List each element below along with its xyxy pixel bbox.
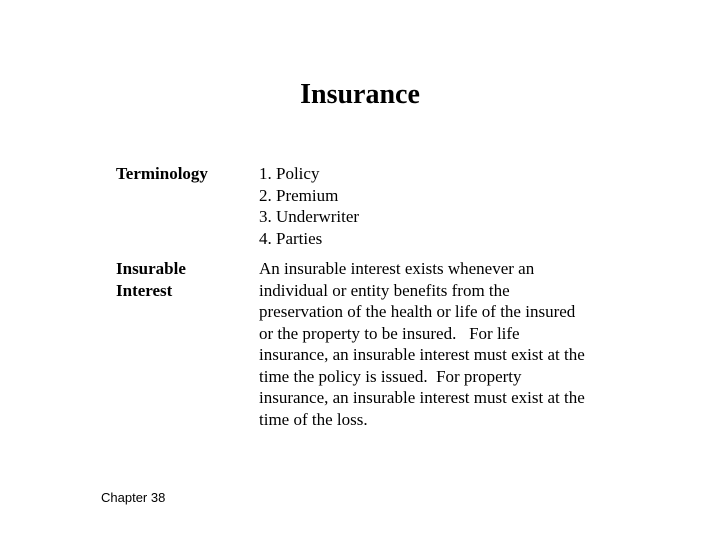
definition-line: individual or entity benefits from the bbox=[259, 280, 510, 300]
list-item: 2. Premium bbox=[259, 185, 339, 205]
definition-line: insurance, an insurable interest must exist at the bbox=[259, 345, 585, 364]
definition-line: preservation of the health or life of the insured bbox=[259, 302, 576, 321]
insurable-interest-label-line: Insurable bbox=[116, 259, 186, 278]
insurable-interest-label bbox=[116, 258, 186, 302]
definition-line: or the property to be insured. For life bbox=[259, 323, 520, 343]
list-item: 3. Underwriter bbox=[259, 207, 360, 226]
slide-title: Insurance bbox=[300, 79, 420, 110]
definition-line: time the policy is issued. For property bbox=[259, 366, 522, 386]
definition-line: insurance, an insurable interest must exist at the bbox=[259, 388, 585, 407]
definition-line: An insurable interest exists whenever an bbox=[259, 259, 535, 278]
terminology-label: Terminology bbox=[116, 164, 208, 183]
list-item: 1. Policy bbox=[259, 164, 320, 183]
terminology-list bbox=[259, 163, 359, 249]
list-item: 4. Parties bbox=[259, 228, 323, 248]
chapter-footer: Chapter 38 bbox=[101, 490, 166, 505]
definition-line: time of the loss. bbox=[259, 409, 368, 429]
insurable-interest-label-line: Interest bbox=[116, 281, 173, 300]
insurable-interest-definition bbox=[259, 258, 629, 430]
